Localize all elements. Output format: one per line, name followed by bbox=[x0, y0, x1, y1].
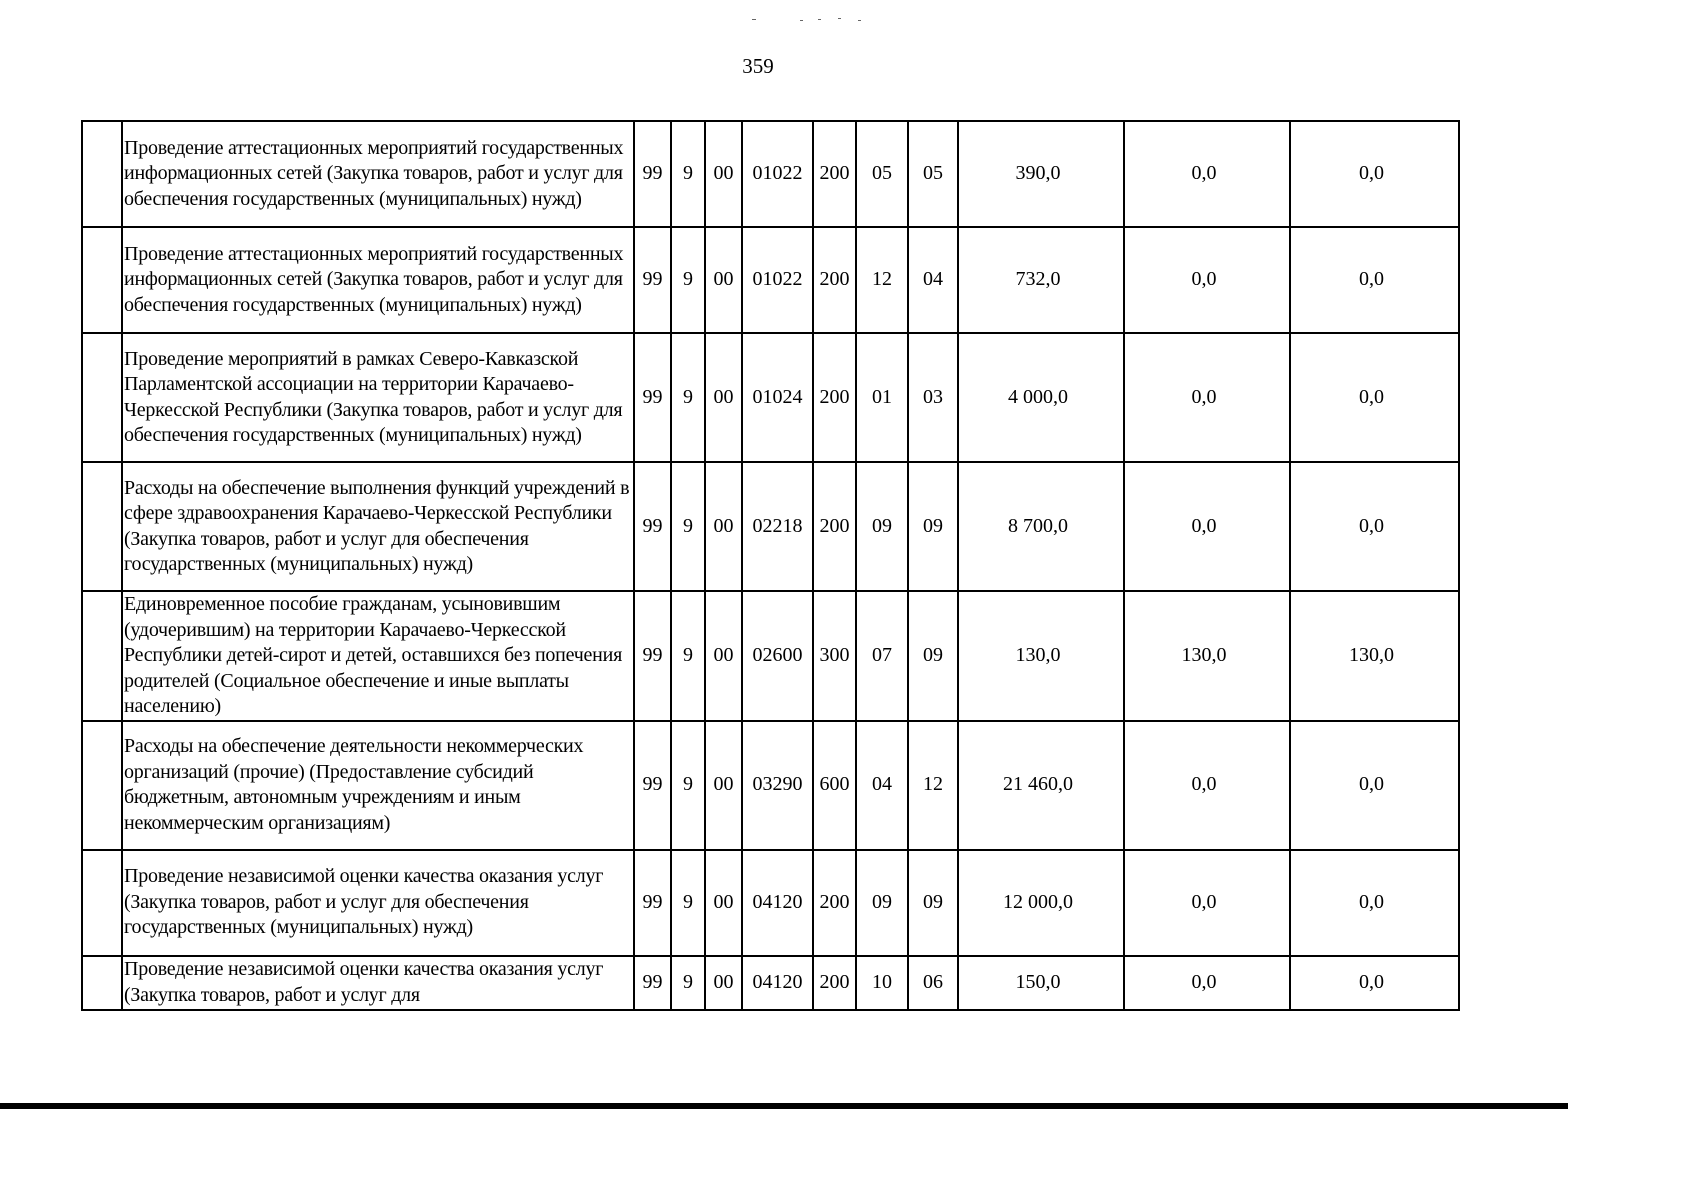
code-cell: 600 bbox=[813, 721, 856, 850]
code-cell: 99 bbox=[634, 956, 671, 1010]
code-cell: 00 bbox=[705, 462, 742, 591]
amount-cell: 0,0 bbox=[1290, 956, 1459, 1010]
amount-cell: 21 460,0 bbox=[958, 721, 1124, 850]
code-cell: 01 bbox=[856, 333, 908, 462]
code-cell: 9 bbox=[671, 591, 705, 721]
code-cell: 200 bbox=[813, 121, 856, 227]
code-cell: 9 bbox=[671, 333, 705, 462]
description-cell: Единовременное пособие гражданам, усыновившим (удочерившим) на территории Карачаево-Черкесской Республики детей-сирот и детей, оставшихся без попечения родителей (Социальное обеспечение и иные выплаты населению) bbox=[122, 591, 634, 721]
amount-cell: 0,0 bbox=[1290, 462, 1459, 591]
amount-cell: 0,0 bbox=[1290, 227, 1459, 333]
code-cell: 02600 bbox=[742, 591, 813, 721]
amount-cell: 0,0 bbox=[1124, 462, 1290, 591]
amount-cell: 0,0 bbox=[1124, 850, 1290, 956]
budget-table bbox=[81, 120, 1460, 1011]
amount-cell: 0,0 bbox=[1290, 333, 1459, 462]
table-row bbox=[82, 956, 1459, 1010]
code-cell: 00 bbox=[705, 591, 742, 721]
code-cell: 09 bbox=[908, 591, 958, 721]
amount-cell: 390,0 bbox=[958, 121, 1124, 227]
code-cell: 01022 bbox=[742, 227, 813, 333]
code-cell: 99 bbox=[634, 721, 671, 850]
code-cell: 99 bbox=[634, 591, 671, 721]
code-cell: 04120 bbox=[742, 956, 813, 1010]
amount-cell: 0,0 bbox=[1290, 721, 1459, 850]
code-cell: 9 bbox=[671, 121, 705, 227]
code-cell: 02218 bbox=[742, 462, 813, 591]
code-cell: 09 bbox=[908, 850, 958, 956]
amount-cell: 0,0 bbox=[1124, 721, 1290, 850]
code-cell: 99 bbox=[634, 227, 671, 333]
row-index-cell bbox=[82, 956, 122, 1010]
row-index-cell bbox=[82, 462, 122, 591]
code-cell: 03 bbox=[908, 333, 958, 462]
table-row bbox=[82, 462, 1459, 591]
code-cell: 9 bbox=[671, 721, 705, 850]
amount-cell: 130,0 bbox=[1290, 591, 1459, 721]
description-cell: Проведение независимой оценки качества оказания услуг (Закупка товаров, работ и услуг для bbox=[122, 956, 634, 1010]
code-cell: 09 bbox=[908, 462, 958, 591]
code-cell: 01022 bbox=[742, 121, 813, 227]
code-cell: 99 bbox=[634, 850, 671, 956]
description-cell: Расходы на обеспечение деятельности некоммерческих организаций (прочие) (Предоставление субсидий бюджетным, автономным учреждениям и иным некоммерческим организациям) bbox=[122, 721, 634, 850]
table-body bbox=[82, 121, 1459, 1010]
code-cell: 10 bbox=[856, 956, 908, 1010]
code-cell: 01024 bbox=[742, 333, 813, 462]
code-cell: 200 bbox=[813, 462, 856, 591]
table-row bbox=[82, 721, 1459, 850]
code-cell: 03290 bbox=[742, 721, 813, 850]
description-cell: Проведение мероприятий в рамках Северо-Кавказской Парламентской ассоциации на территории Карачаево-Черкесской Республики (Закупка товаров, работ и услуг для обеспечения государственных (муниципальных) нужд) bbox=[122, 333, 634, 462]
row-index-cell bbox=[82, 121, 122, 227]
code-cell: 09 bbox=[856, 850, 908, 956]
code-cell: 200 bbox=[813, 333, 856, 462]
code-cell: 06 bbox=[908, 956, 958, 1010]
code-cell: 9 bbox=[671, 462, 705, 591]
code-cell: 9 bbox=[671, 227, 705, 333]
code-cell: 200 bbox=[813, 850, 856, 956]
amount-cell: 0,0 bbox=[1290, 850, 1459, 956]
description-cell: Проведение независимой оценки качества оказания услуг (Закупка товаров, работ и услуг для обеспечения государственных (муниципальных) нужд) bbox=[122, 850, 634, 956]
scan-speck bbox=[752, 19, 756, 20]
amount-cell: 0,0 bbox=[1124, 121, 1290, 227]
amount-cell: 130,0 bbox=[958, 591, 1124, 721]
amount-cell: 150,0 bbox=[958, 956, 1124, 1010]
code-cell: 99 bbox=[634, 333, 671, 462]
code-cell: 200 bbox=[813, 956, 856, 1010]
code-cell: 05 bbox=[908, 121, 958, 227]
amount-cell: 0,0 bbox=[1124, 333, 1290, 462]
table-row bbox=[82, 121, 1459, 227]
table-row bbox=[82, 850, 1459, 956]
code-cell: 99 bbox=[634, 121, 671, 227]
amount-cell: 130,0 bbox=[1124, 591, 1290, 721]
code-cell: 00 bbox=[705, 850, 742, 956]
scan-speck bbox=[858, 20, 861, 21]
amount-cell: 732,0 bbox=[958, 227, 1124, 333]
code-cell: 200 bbox=[813, 227, 856, 333]
scan-speck bbox=[838, 18, 841, 19]
amount-cell: 0,0 bbox=[1290, 121, 1459, 227]
row-index-cell bbox=[82, 850, 122, 956]
table-row bbox=[82, 333, 1459, 462]
code-cell: 12 bbox=[856, 227, 908, 333]
row-index-cell bbox=[82, 333, 122, 462]
code-cell: 00 bbox=[705, 956, 742, 1010]
code-cell: 04 bbox=[908, 227, 958, 333]
code-cell: 12 bbox=[908, 721, 958, 850]
table-row bbox=[82, 227, 1459, 333]
amount-cell: 0,0 bbox=[1124, 956, 1290, 1010]
code-cell: 00 bbox=[705, 227, 742, 333]
description-cell: Расходы на обеспечение выполнения функций учреждений в сфере здравоохранения Карачаево-Черкесской Республики (Закупка товаров, работ и услуг для обеспечения государственных (муниципальных) нужд) bbox=[122, 462, 634, 591]
code-cell: 99 bbox=[634, 462, 671, 591]
row-index-cell bbox=[82, 591, 122, 721]
description-cell: Проведение аттестационных мероприятий государственных информационных сетей (Закупка товаров, работ и услуг для обеспечения государственных (муниципальных) нужд) bbox=[122, 227, 634, 333]
code-cell: 300 bbox=[813, 591, 856, 721]
code-cell: 9 bbox=[671, 956, 705, 1010]
row-index-cell bbox=[82, 227, 122, 333]
page-bottom-rule bbox=[0, 1103, 1568, 1109]
scan-speck bbox=[818, 19, 821, 20]
page-number: 359 bbox=[742, 54, 774, 78]
amount-cell: 12 000,0 bbox=[958, 850, 1124, 956]
amount-cell: 8 700,0 bbox=[958, 462, 1124, 591]
code-cell: 9 bbox=[671, 850, 705, 956]
code-cell: 00 bbox=[705, 333, 742, 462]
code-cell: 00 bbox=[705, 721, 742, 850]
code-cell: 09 bbox=[856, 462, 908, 591]
code-cell: 07 bbox=[856, 591, 908, 721]
code-cell: 04 bbox=[856, 721, 908, 850]
code-cell: 00 bbox=[705, 121, 742, 227]
amount-cell: 0,0 bbox=[1124, 227, 1290, 333]
description-cell: Проведение аттестационных мероприятий государственных информационных сетей (Закупка товаров, работ и услуг для обеспечения государственных (муниципальных) нужд) bbox=[122, 121, 634, 227]
scan-speck bbox=[800, 20, 803, 21]
code-cell: 04120 bbox=[742, 850, 813, 956]
table-row bbox=[82, 591, 1459, 721]
code-cell: 05 bbox=[856, 121, 908, 227]
row-index-cell bbox=[82, 721, 122, 850]
amount-cell: 4 000,0 bbox=[958, 333, 1124, 462]
